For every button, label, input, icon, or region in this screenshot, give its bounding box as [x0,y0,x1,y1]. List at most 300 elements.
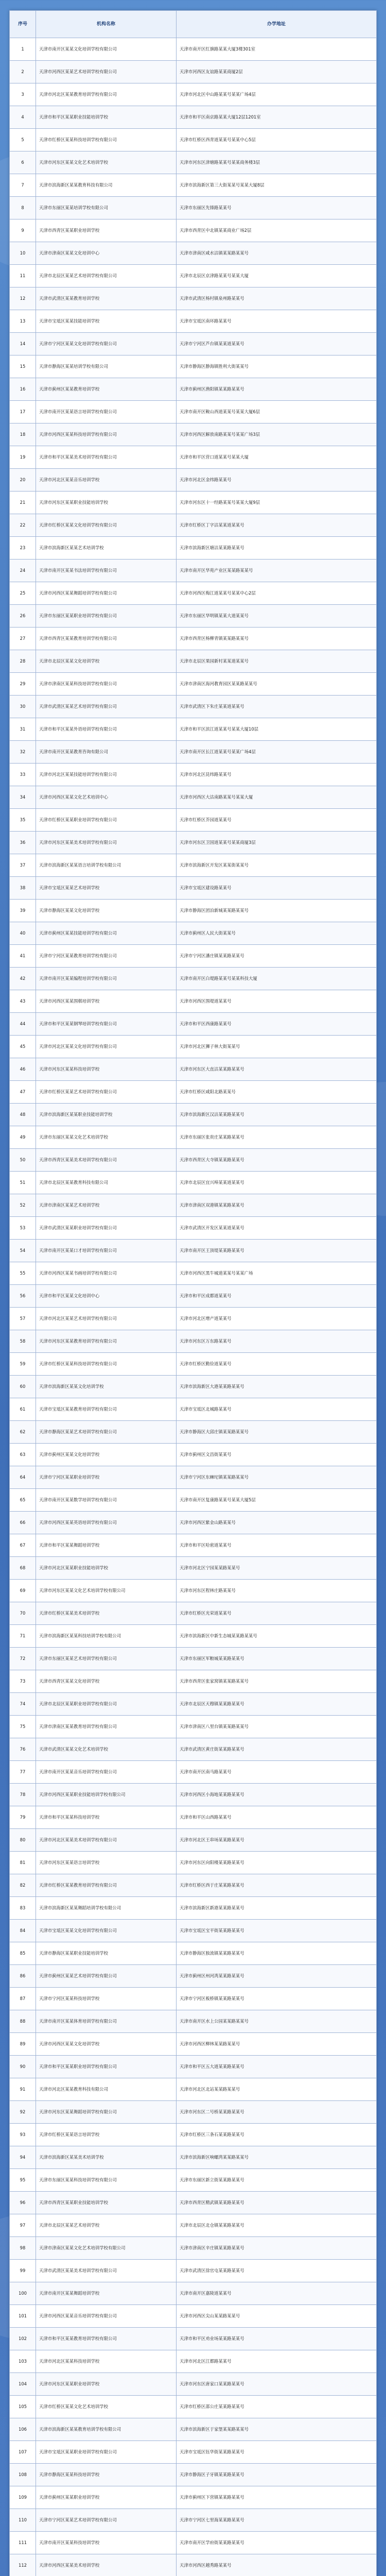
school-address: 天津市宝坻区南环路某某号 [177,310,377,333]
row-index: 78 [10,1784,36,1806]
school-address: 天津市北辰区果园新村某某道某某号 [177,650,377,673]
table-row [10,809,377,832]
table-row [10,1353,377,1376]
row-index: 19 [10,446,36,469]
school-address: 天津市北辰区京津路某某号某某大厦 [177,265,377,287]
header-index: 序号 [10,11,36,38]
institution-name: 天津市滨海新区某某职业技能培训学校 [36,1104,177,1126]
table-row [10,1716,377,1738]
school-address: 天津市武清区黄庄街某某路某某号 [177,1738,377,1761]
institution-name: 天津市河北区某某职业技能培训学校 [36,1557,177,1580]
institution-name: 天津市津南区某某艺术培训学校 [36,1194,177,1217]
school-address: 天津市静海区团泊新城某某路某某号 [177,900,377,922]
institution-name: 天津市南开区某某书法培训学校有限公司 [36,560,177,582]
institution-name: 天津市静海区某某培训学校有限公司 [36,355,177,378]
school-address: 天津市滨海新区第三大街某某号某某大厦8层 [177,174,377,197]
school-address: 天津市武清区杨村镇泉州路某某号 [177,287,377,310]
row-index: 88 [10,2010,36,2033]
table-row [10,1693,377,1716]
school-address: 天津市滨海新区汉沽某某路某某号 [177,1104,377,1126]
school-address: 天津市红桥区丁字沽某某道某某号 [177,514,377,537]
table-row [10,2509,377,2532]
table-row [10,741,377,764]
institution-name: 天津市河东区某某美术培训学校有限公司 [36,832,177,854]
table-row [10,1285,377,1308]
row-index: 75 [10,1716,36,1738]
school-address: 天津市滨海新区塘沽某某路某某号 [177,537,377,560]
table-row [10,1149,377,1172]
school-address: 天津市河北区江都路某某号 [177,2350,377,2373]
institution-name: 天津市南开区某某音乐培训学校有限公司 [36,1761,177,1784]
row-index: 106 [10,2418,36,2441]
row-index: 101 [10,2305,36,2328]
school-address: 天津市河东区卫国道某某号某某商厦3层 [177,832,377,854]
school-address: 天津市津南区咸水沽镇某某路某某号 [177,242,377,265]
school-address: 天津市河东区万东路某某号 [177,1330,377,1353]
school-address: 天津市河西区大沽南路某某号某某大厦 [177,786,377,809]
table-row [10,1421,377,1444]
school-address: 天津市蓟州区渔阳镇某某路某某号 [177,378,377,401]
row-index: 18 [10,423,36,446]
table-row [10,2305,377,2328]
table-row [10,2464,377,2486]
institution-name: 天津市红桥区某某文化培训学校有限公司 [36,514,177,537]
table-row [10,1172,377,1194]
row-index: 79 [10,1806,36,1829]
table-row [10,1761,377,1784]
institution-name: 天津市红桥区某某科技培训学校有限公司 [36,1353,177,1376]
school-address: 天津市和平区山西路某某号 [177,1806,377,1829]
institution-name: 天津市红桥区某某艺术培训学校有限公司 [36,1081,177,1104]
institution-name: 天津市东丽区某某培训学校有限公司 [36,197,177,219]
school-address: 天津市河北区宁园某某路某某号 [177,1557,377,1580]
row-index: 27 [10,628,36,650]
institution-name: 天津市宁河区某某教育培训学校有限公司 [36,945,177,968]
school-address: 天津市南开区红旗路某某大厦3楼301室 [177,38,377,61]
row-index: 68 [10,1557,36,1580]
table-row [10,1806,377,1829]
row-index: 13 [10,310,36,333]
institution-name: 天津市滨海新区某某语言培训学校有限公司 [36,854,177,877]
institution-name: 天津市河西区某某文化艺术培训中心 [36,786,177,809]
school-address: 天津市和平区五大道某某路某某号 [177,2056,377,2078]
row-index: 29 [10,673,36,696]
table-row [10,1240,377,1262]
school-address: 天津市东丽区华明镇某某大道某某号 [177,605,377,628]
table-row [10,1081,377,1104]
school-address: 天津市蓟州区下营镇某某路某某号 [177,2486,377,2509]
table-row [10,2010,377,2033]
table-row [10,1013,377,1036]
row-index: 38 [10,877,36,900]
table-row [10,2486,377,2509]
school-address: 天津市和平区滨江道某某号某某大厦10层 [177,718,377,741]
institution-name: 天津市和平区某某文化培训中心 [36,1285,177,1308]
institution-name: 天津市东丽区某某职业培训学校有限公司 [36,605,177,628]
row-index: 3 [10,83,36,106]
row-index: 74 [10,1693,36,1716]
school-address: 天津市宝坻区宝平街某某路某某号 [177,1920,377,1942]
table-row [10,469,377,492]
table-row [10,2373,377,2396]
school-address: 天津市河东区二号桥某某路某某号 [177,2101,377,2124]
table-row [10,174,377,197]
row-index: 93 [10,2124,36,2146]
institution-name: 天津市南开区某某科技培训学校 [36,2532,177,2554]
institution-name: 天津市蓟州区某某艺术培训学校有限公司 [36,1965,177,1988]
school-address: 天津市南开区嘉陵道某某号 [177,2282,377,2305]
table-row [10,1104,377,1126]
row-index: 73 [10,1670,36,1693]
table-row [10,106,377,129]
school-address: 天津市红桥区西青道某某号某某中心5层 [177,129,377,151]
table-row [10,492,377,514]
institution-name: 天津市宁河区某某职业培训学校 [36,1466,177,1489]
table-row [10,1602,377,1625]
table-row [10,310,377,333]
row-index: 12 [10,287,36,310]
row-index: 48 [10,1104,36,1126]
table-row [10,2282,377,2305]
school-address: 天津市武清区开发区某某道某某号 [177,1217,377,1240]
table-row [10,1648,377,1670]
table-row [10,945,377,968]
institution-name: 天津市西青区某某美术培训学校有限公司 [36,1149,177,1172]
table-row [10,2169,377,2192]
row-index: 33 [10,764,36,786]
table-row [10,922,377,945]
school-address: 天津市南开区学府街某某路某某号 [177,2532,377,2554]
institution-name: 天津市蓟州区某某职业培训学校 [36,2486,177,2509]
school-address: 天津市河西区黑牛城道某某号某某广场 [177,1262,377,1285]
school-address: 天津市津南区八里台镇某某路某某号 [177,1716,377,1738]
table-row [10,1874,377,1897]
table-row [10,1557,377,1580]
school-address: 天津市南开区白堤路某某号某某科技大厦 [177,968,377,990]
row-index: 103 [10,2350,36,2373]
row-index: 7 [10,174,36,197]
institution-name: 天津市武清区某某美术培训学校有限公司 [36,2260,177,2282]
table-row [10,968,377,990]
school-address: 天津市红桥区邵公庄某某路某某号 [177,2396,377,2418]
table-row [10,1942,377,1965]
row-index: 105 [10,2396,36,2418]
school-address: 天津市河东区唐家口某某路某某号 [177,2373,377,2396]
school-address: 天津市宁河区板桥镇某某路某某号 [177,1988,377,2010]
institution-name: 天津市河东区某某教育培训学校有限公司 [36,1330,177,1353]
school-address: 天津市静海区子牙镇某某路某某号 [177,2464,377,2486]
table-row [10,1852,377,1874]
row-index: 67 [10,1534,36,1557]
school-address: 天津市蓟州区人民大街某某号 [177,922,377,945]
table-row [10,242,377,265]
table-row [10,1534,377,1557]
institution-name: 天津市滨海新区某某教育科技有限公司 [36,174,177,197]
institution-name: 天津市南开区某某口才培训学校有限公司 [36,1240,177,1262]
row-index: 81 [10,1852,36,1874]
institution-name: 天津市宁河区某某艺术培训学校有限公司 [36,2509,177,2532]
institution-name: 天津市滨海新区某某科技培训学校有限公司 [36,1625,177,1648]
row-index: 76 [10,1738,36,1761]
institution-name: 天津市和平区某某科技培训学校 [36,1806,177,1829]
institution-name: 天津市和平区某某钢琴培训学校有限公司 [36,1013,177,1036]
school-address: 天津市南开区南马路某某号 [177,1761,377,1784]
institution-name: 天津市河北区某某艺术培训学校有限公司 [36,1308,177,1330]
institution-name: 天津市红桥区某某科技培训学校有限公司 [36,129,177,151]
row-index: 31 [10,718,36,741]
table-row [10,1625,377,1648]
row-index: 99 [10,2260,36,2282]
school-address: 天津市红桥区芥园道某某号 [177,809,377,832]
institution-name: 天津市西青区某某职业技能培训学校 [36,2192,177,2214]
table-row [10,2033,377,2056]
row-index: 1 [10,38,36,61]
table-row [10,1988,377,2010]
table-row [10,129,377,151]
institution-name: 天津市西青区某某职业培训学校 [36,219,177,242]
school-address: 天津市南开区长江道某某号某某广场4层 [177,741,377,764]
row-index: 57 [10,1308,36,1330]
row-index: 46 [10,1058,36,1081]
institution-name: 天津市和平区某某外语培训学校有限公司 [36,718,177,741]
table-row [10,1965,377,1988]
school-address: 天津市东丽区军粮城某某路某某号 [177,1648,377,1670]
table-row [10,1058,377,1081]
school-address: 天津市滨海新区开发区某某街某某号 [177,854,377,877]
row-index: 21 [10,492,36,514]
institution-name: 天津市津南区某某文化艺术培训学校有限公司 [36,2237,177,2260]
institution-name: 天津市南开区某某文化培训学校有限公司 [36,38,177,61]
table-row [10,537,377,560]
table-row [10,1466,377,1489]
institution-name: 天津市和平区某某职业技能培训学校 [36,106,177,129]
school-address: 天津市津南区海河教育园区某某路某某号 [177,673,377,696]
school-address: 天津市滨海新区于家堡某某路某某号 [177,2418,377,2441]
table-row [10,1376,377,1398]
row-index: 9 [10,219,36,242]
school-address: 天津市宁河区东棘坨镇某某路某某号 [177,1466,377,1489]
institution-name: 天津市河西区某某科技培训学校有限公司 [36,423,177,446]
table-row [10,2146,377,2169]
table-row [10,287,377,310]
school-address: 天津市和平区营口道某某号某某大厦 [177,446,377,469]
table-row [10,446,377,469]
row-index: 91 [10,2078,36,2101]
header-address: 办学地址 [177,11,377,38]
institution-name: 天津市蓟州区某某教育培训学校 [36,378,177,401]
institution-name: 天津市河西区某某围棋培训学校 [36,990,177,1013]
institution-name: 天津市红桥区某某文化艺术培训学校 [36,2396,177,2418]
school-address: 天津市津南区双港镇某某路某某号 [177,1194,377,1217]
school-address: 天津市河西区友谊路某某商厦2层 [177,61,377,83]
row-index: 104 [10,2373,36,2396]
school-address: 天津市河北区昆纬路某某号 [177,764,377,786]
institution-name: 天津市和平区某某职业培训学校有限公司 [36,2056,177,2078]
school-address: 天津市西青区张家窝镇某某路某某号 [177,1670,377,1693]
row-index: 24 [10,560,36,582]
school-address: 天津市武清区下朱庄某某道某某号 [177,696,377,718]
school-address: 天津市宝坻区北城路某某号 [177,1398,377,1421]
table-row [10,1580,377,1602]
school-address: 天津市东丽区新立街某某路某某号 [177,2169,377,2192]
row-index: 82 [10,1874,36,1897]
institution-name: 天津市河东区某某舞蹈培训学校有限公司 [36,2101,177,2124]
school-address: 天津市津南区辛庄镇某某路某某号 [177,2237,377,2260]
row-index: 109 [10,2486,36,2509]
school-address: 天津市滨海新区新港某某路某某号 [177,1897,377,1920]
school-address: 天津市滨海新区大港某某路某某号 [177,1376,377,1398]
school-address: 天津市和平区劝业场某某路某某号 [177,2328,377,2350]
institution-name: 天津市河北区某某文化培训学校有限公司 [36,1036,177,1058]
table-row [10,38,377,61]
row-index: 42 [10,968,36,990]
row-index: 107 [10,2441,36,2464]
row-index: 16 [10,378,36,401]
row-index: 87 [10,1988,36,2010]
school-address: 天津市红桥区光荣道某某号 [177,1602,377,1625]
row-index: 25 [10,582,36,605]
row-index: 102 [10,2328,36,2350]
table-row [10,83,377,106]
institution-name: 天津市宝坻区某某艺术培训学校 [36,877,177,900]
table-row [10,1126,377,1149]
table-row [10,1194,377,1217]
table-row [10,265,377,287]
table-row [10,2192,377,2214]
school-address: 天津市红桥区咸阳北路某某号 [177,1081,377,1104]
row-index: 11 [10,265,36,287]
row-index: 15 [10,355,36,378]
table-row [10,786,377,809]
institution-name: 天津市东丽区某某科技培训学校有限公司 [36,2169,177,2192]
school-address: 天津市西青区中北镇某某商业广场2层 [177,219,377,242]
row-index: 69 [10,1580,36,1602]
school-address: 天津市蓟州区州河湾某某路某某号 [177,1965,377,1988]
header-name: 机构名称 [36,11,177,38]
row-index: 65 [10,1489,36,1512]
institution-name: 天津市滨海新区某某艺术培训学校 [36,537,177,560]
table-row [10,560,377,582]
institution-name: 天津市滨海新区某某美术培训学校 [36,2146,177,2169]
row-index: 86 [10,1965,36,1988]
institution-name: 天津市滨海新区某某教育培训学校有限公司 [36,2418,177,2441]
table-row [10,2441,377,2464]
table-row [10,1670,377,1693]
institution-name: 天津市南开区某某体育培训学校有限公司 [36,2010,177,2033]
row-index: 111 [10,2532,36,2554]
institution-name: 天津市蓟州区某某技能培训学校有限公司 [36,922,177,945]
institution-name: 天津市河西区某某职业技能培训学校有限公司 [36,1784,177,1806]
school-address: 天津市河北区王串场某某路某某号 [177,1829,377,1852]
institution-name: 天津市南开区某某编程培训学校有限公司 [36,968,177,990]
school-address: 天津市武清区徐官屯某某路某某号 [177,2260,377,2282]
institution-name: 天津市西青区某某文化培训学校 [36,1670,177,1693]
institution-name: 天津市津南区某某教育培训学校有限公司 [36,1716,177,1738]
school-address: 天津市和平区西康路某某号 [177,1013,377,1036]
row-index: 96 [10,2192,36,2214]
table-row [10,2418,377,2441]
row-index: 41 [10,945,36,968]
institution-name: 天津市河西区某某舞蹈培训学校有限公司 [36,582,177,605]
institution-name: 天津市河西区某某艺术培训学校有限公司 [36,61,177,83]
row-index: 26 [10,605,36,628]
table-row [10,1444,377,1466]
row-index: 55 [10,1262,36,1285]
row-index: 36 [10,832,36,854]
row-index: 20 [10,469,36,492]
institution-name: 天津市河北区某某教育培训学校有限公司 [36,83,177,106]
school-address: 天津市河北区狮子林大街某某号 [177,1036,377,1058]
institution-name: 天津市河东区某某科技培训学校 [36,1058,177,1081]
institution-name: 天津市河东区某某职业培训学校 [36,2373,177,2396]
table-row [10,605,377,628]
institution-name: 天津市北辰区某某职业培训学校有限公司 [36,1693,177,1716]
table-row [10,151,377,174]
institution-name: 天津市蓟州区某某文化培训学校 [36,1444,177,1466]
table-row [10,2532,377,2554]
row-index: 34 [10,786,36,809]
institution-name: 天津市河北区某某技能培训学校有限公司 [36,764,177,786]
table-row [10,2101,377,2124]
school-address: 天津市河东区程林庄路某某号 [177,1580,377,1602]
institution-name: 天津市河北区某某美术培训学校有限公司 [36,1829,177,1852]
institution-name: 天津市北辰区某某艺术培训学校有限公司 [36,265,177,287]
institution-name: 天津市河北区某某音乐培训学校 [36,469,177,492]
school-address: 天津市滨海新区中新生态城某某路某某号 [177,1625,377,1648]
institution-name: 天津市河东区某某文化艺术培训学校 [36,151,177,174]
school-address: 天津市宁河区七里海某某路某某号 [177,2509,377,2532]
school-address: 天津市河西区围堤道某某号 [177,990,377,1013]
table-row [10,2214,377,2237]
row-index: 35 [10,809,36,832]
institution-name: 天津市和平区某某教育培训学校有限公司 [36,2328,177,2350]
row-index: 90 [10,2056,36,2078]
institution-name: 天津市静海区某某科技培训学校 [36,2464,177,2486]
school-address: 天津市滨海新区响螺湾某某路某某号 [177,2146,377,2169]
institution-name: 天津市河西区某某音乐培训学校有限公司 [36,2305,177,2328]
row-index: 51 [10,1172,36,1194]
school-address: 天津市和平区南京路某某大厦12层1201室 [177,106,377,129]
row-index: 54 [10,1240,36,1262]
table-row [10,673,377,696]
school-address: 天津市红桥区三条石某某路某某号 [177,2124,377,2146]
school-address: 天津市南开区华苑产业区某某路某某号 [177,560,377,582]
table-row [10,1897,377,1920]
row-index: 61 [10,1398,36,1421]
institution-name: 天津市静海区某某文化培训学校 [36,900,177,922]
row-index: 89 [10,2033,36,2056]
institution-name: 天津市津南区某某科技培训学校有限公司 [36,673,177,696]
institution-name: 天津市宝坻区某某职业培训学校有限公司 [36,2441,177,2464]
school-address: 天津市河西区梅江道某某号某某中心2层 [177,582,377,605]
row-index: 58 [10,1330,36,1353]
school-address: 天津市宝坻区建设路某某号 [177,877,377,900]
institution-name: 天津市滨海新区某某舞蹈培训学校有限公司 [36,1897,177,1920]
institution-name: 天津市北辰区某某教育科技有限公司 [36,1172,177,1194]
row-index: 72 [10,1648,36,1670]
school-address: 天津市河西区尖山某某路某某号 [177,2305,377,2328]
school-address: 天津市宁河区潘庄镇某某路某某号 [177,945,377,968]
table-row [10,378,377,401]
institution-name: 天津市武清区某某文化艺术培训学校 [36,1738,177,1761]
row-index: 28 [10,650,36,673]
row-index: 59 [10,1353,36,1376]
table-row [10,2056,377,2078]
table-row [10,333,377,355]
table-row [10,423,377,446]
row-index: 70 [10,1602,36,1625]
row-index: 64 [10,1466,36,1489]
